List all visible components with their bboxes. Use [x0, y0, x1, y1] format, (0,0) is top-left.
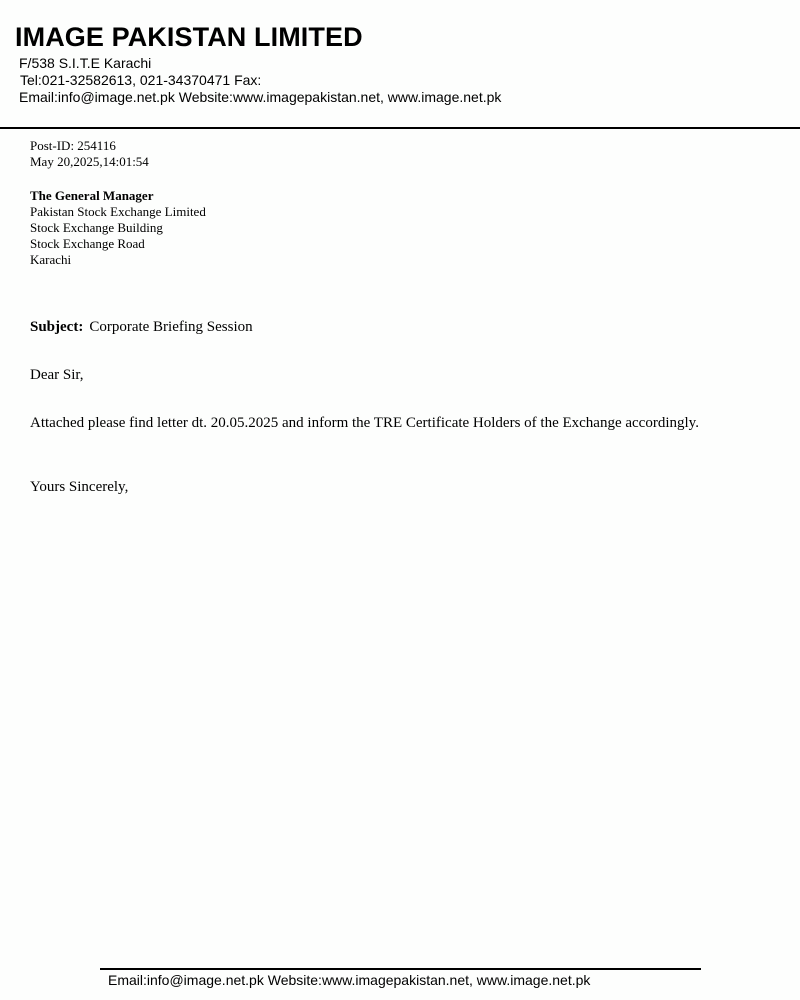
post-id: Post-ID: 254116	[30, 138, 116, 153]
subject-line	[30, 319, 253, 336]
company-email-website: Email:info@image.net.pk Website:www.imagepakistan.net, www.image.net.pk	[19, 89, 502, 105]
footer-contact: Email:info@image.net.pk Website:www.imagepakistan.net, www.image.net.pk	[108, 972, 591, 988]
letter-body: Attached please find letter dt. 20.05.2025 and inform the TRE Certificate Holders of the Exchange accordingly.	[30, 415, 699, 431]
recipient-address-line: Stock Exchange Building	[30, 220, 163, 235]
company-address: F/538 S.I.T.E Karachi	[19, 55, 152, 71]
subject-label: Subject:	[30, 319, 84, 335]
subject-value: Corporate Briefing Session	[89, 319, 253, 335]
recipient-title: The General Manager	[30, 188, 154, 203]
company-name: IMAGE PAKISTAN LIMITED	[15, 22, 363, 52]
footer-divider	[100, 968, 701, 970]
post-date: May 20,2025,14:01:54	[30, 154, 149, 169]
recipient-address-line: Karachi	[30, 252, 72, 267]
closing: Yours Sincerely,	[30, 479, 129, 495]
recipient-address-line: Stock Exchange Road	[30, 236, 145, 251]
company-phone-fax: Tel:021-32582613, 021-34370471 Fax:	[20, 72, 262, 88]
salutation: Dear Sir,	[30, 367, 84, 383]
header-divider	[0, 127, 800, 129]
recipient-address-line: Pakistan Stock Exchange Limited	[30, 204, 206, 219]
